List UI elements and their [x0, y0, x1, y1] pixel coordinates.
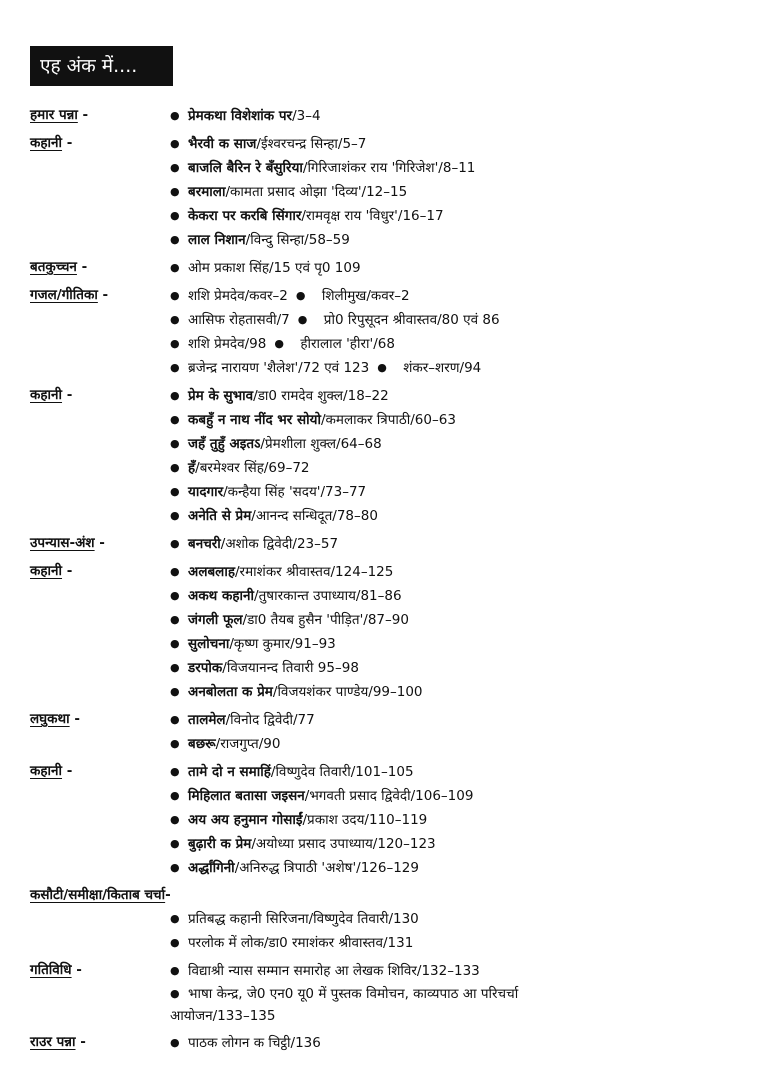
- entry-title: हँ: [188, 460, 196, 476]
- entry-details: पाठक लोगन क चिट्ठी/136: [188, 1035, 321, 1051]
- entry-details: /राजगुप्त/90: [215, 736, 281, 752]
- entry-title: यादगार: [188, 484, 224, 500]
- entry-details: /कामता प्रसाद ओझा 'दिव्य'/12–15: [225, 184, 408, 200]
- entry-details: /विनोद द्विवेदी/77: [225, 712, 315, 728]
- toc-entry: [170, 104, 740, 128]
- section-items: [30, 532, 740, 556]
- entry-title: अय अय हनुमान गोसाईं: [188, 812, 303, 828]
- bullet-icon: ●: [170, 161, 180, 174]
- section-label-text: राउर पन्ना: [30, 1034, 76, 1050]
- toc-entry: [170, 384, 740, 408]
- section-label: [30, 104, 88, 127]
- toc-entry: [170, 432, 740, 456]
- section-items: [30, 907, 740, 955]
- entry-title: कबहुँ न नाथ नींद भर सोयो: [188, 412, 321, 428]
- toc-section: [30, 959, 740, 1027]
- entry-details: शशि प्रेमदेव/98: [188, 336, 267, 352]
- entry-separator: [274, 336, 292, 352]
- section-label: [30, 760, 72, 783]
- bullet-icon: ●: [297, 313, 308, 326]
- section-items: [30, 104, 740, 128]
- entry-title: लाल निशान: [188, 232, 246, 248]
- bullet-icon: ●: [170, 233, 180, 246]
- bullet-icon: ●: [170, 661, 180, 674]
- toc-entry: [170, 656, 740, 680]
- toc-section: [30, 708, 740, 756]
- section-label: [30, 532, 105, 555]
- bullet-icon: ●: [170, 509, 180, 522]
- entry-details: /तुषारकान्त उपाध्याय/81–86: [254, 588, 402, 604]
- section-items: [30, 384, 740, 528]
- section-items: [30, 256, 740, 280]
- toc-entry: [170, 832, 740, 856]
- toc-section: [30, 760, 740, 880]
- entry-title: भैरवी क साज: [188, 136, 257, 152]
- bullet-icon: ●: [170, 861, 180, 874]
- entry-details: /भगवती प्रसाद द्विवेदी/106–109: [304, 788, 474, 804]
- entry-details: /अशोक द्विवेदी/23–57: [220, 536, 339, 552]
- toc-entry: [170, 504, 740, 528]
- entry-details: /कन्हैया सिंह 'सदय'/73–77: [223, 484, 367, 500]
- section-label-text: कहानी: [30, 563, 63, 579]
- entry-title: मिहिलात बतासा जइसन: [188, 788, 305, 804]
- entry-title: जहँ तुहुँ अइतऽ: [188, 436, 261, 452]
- section-label-dash: -: [165, 887, 171, 903]
- entry-separator: [298, 312, 316, 328]
- toc-entry: [170, 732, 740, 756]
- section-items: [30, 284, 740, 380]
- section-items: [30, 760, 740, 880]
- toc-entry: [170, 532, 740, 556]
- bullet-icon: ●: [170, 437, 180, 450]
- entry-details: प्रतिबद्ध कहानी सिरिजना/विष्णुदेव तिवारी/130: [188, 911, 419, 927]
- section-items: [30, 560, 740, 704]
- bullet-icon: ●: [170, 109, 180, 122]
- toc-entry: [170, 907, 740, 931]
- section-label-dash: -: [62, 135, 73, 151]
- toc-section: [30, 1031, 740, 1055]
- toc-entry: [170, 760, 740, 784]
- bullet-icon: ●: [170, 537, 180, 550]
- bullet-icon: ●: [170, 313, 180, 326]
- bullet-icon: ●: [170, 185, 180, 198]
- entry-details: /विष्णुदेव तिवारी/101–105: [270, 764, 414, 780]
- toc-entry: [170, 456, 740, 480]
- section-label: [30, 132, 72, 155]
- toc-entry: [170, 784, 740, 808]
- section-label-dash: -: [62, 563, 73, 579]
- entry-details: /विन्दु सिन्हा/58–59: [245, 232, 350, 248]
- bullet-icon: ●: [170, 261, 180, 274]
- bullet-icon: ●: [170, 964, 180, 977]
- bullet-icon: ●: [170, 485, 180, 498]
- table-of-contents: [30, 104, 740, 1059]
- bullet-icon: ●: [170, 209, 180, 222]
- bullet-icon: ●: [170, 789, 180, 802]
- bullet-icon: ●: [170, 912, 180, 925]
- toc-entry: [170, 228, 740, 252]
- toc-entry: [170, 584, 740, 608]
- entry-details-second: हीरालाल 'हीरा'/68: [300, 336, 395, 352]
- entry-separator: [296, 288, 314, 304]
- section-label-dash: -: [75, 1034, 86, 1050]
- entry-title: तामे दो न समाहिं: [188, 764, 271, 780]
- section-items: [30, 959, 740, 1027]
- issue-heading: एह अंक में....: [30, 46, 173, 86]
- bullet-icon: ●: [170, 389, 180, 402]
- entry-title: जंगली फूल: [188, 612, 243, 628]
- bullet-icon: ●: [170, 737, 180, 750]
- section-label-text: लघुकथा: [30, 711, 70, 727]
- toc-section: [30, 284, 740, 380]
- toc-entry: [170, 356, 740, 380]
- section-label-dash: -: [94, 535, 105, 551]
- toc-entry: [170, 808, 740, 832]
- entry-details: /प्रेमशीला शुक्ल/64–68: [260, 436, 382, 452]
- toc-entry: [170, 856, 740, 880]
- toc-entry: [170, 632, 740, 656]
- entry-details: /कृष्ण कुमार/91–93: [229, 636, 336, 652]
- entry-details: परलोक में लोक/डा0 रमाशंकर श्रीवास्तव/131: [188, 935, 414, 951]
- entry-title: बछरू: [188, 736, 216, 752]
- section-label-text: बतकुच्चन: [30, 259, 77, 275]
- bullet-icon: ●: [170, 765, 180, 778]
- toc-entry: [170, 308, 740, 332]
- toc-entry: [170, 959, 740, 983]
- toc-entry: [170, 256, 740, 280]
- section-label-text: उपन्यास-अंश: [30, 535, 95, 551]
- toc-entry: [170, 931, 740, 955]
- entry-details: /विजयशंकर पाण्डेय/99–100: [272, 684, 423, 700]
- toc-entry: [170, 156, 740, 180]
- section-label: [30, 284, 108, 307]
- entry-title: केकरा पर करबि सिंगार: [188, 208, 302, 224]
- bullet-icon: ●: [170, 589, 180, 602]
- bullet-icon: ●: [170, 987, 180, 1000]
- bullet-icon: ●: [170, 361, 180, 374]
- bullet-icon: ●: [170, 461, 180, 474]
- section-label: [30, 884, 740, 907]
- bullet-icon: ●: [170, 637, 180, 650]
- toc-entry: [170, 408, 740, 432]
- section-label: [30, 560, 72, 583]
- toc-section: [30, 256, 740, 280]
- entry-details: ब्रजेन्द्र नारायण 'शैलेश'/72 एवं 123: [188, 360, 370, 376]
- entry-details: /ईश्वरचन्द्र सिन्हा/5–7: [256, 136, 367, 152]
- section-label-text: कहानी: [30, 135, 63, 151]
- bullet-icon: ●: [377, 361, 387, 374]
- toc-entry: [170, 560, 740, 584]
- section-label-text: हमार पन्ना: [30, 107, 78, 123]
- toc-entry: [170, 284, 740, 308]
- section-label-dash: -: [69, 711, 80, 727]
- entry-details: /गिरिजाशंकर राय 'गिरिजेश'/8–11: [302, 160, 476, 176]
- section-items: [30, 132, 740, 252]
- toc-section: [30, 560, 740, 704]
- entry-details: शशि प्रेमदेव/कवर–2: [188, 288, 288, 304]
- toc-section: [30, 384, 740, 528]
- entry-details: ओम प्रकाश सिंह/15 एवं पृ0 109: [188, 260, 361, 276]
- entry-details: /बरमेश्वर सिंह/69–72: [195, 460, 310, 476]
- section-label: [30, 384, 72, 407]
- entry-details: /प्रकाश उदय/110–119: [302, 812, 428, 828]
- toc-section: [30, 132, 740, 252]
- entry-details: विद्याश्री न्यास सम्मान समारोह आ लेखक शिविर/132–133: [188, 963, 480, 979]
- toc-entry: [170, 680, 740, 704]
- section-label-dash: -: [76, 259, 88, 275]
- entry-title: अनेति से प्रेम: [188, 508, 252, 524]
- entry-details: /3–4: [292, 108, 321, 124]
- bullet-icon: ●: [170, 337, 180, 350]
- toc-entry: [170, 332, 740, 356]
- section-label-text: गतिविधि: [30, 962, 72, 978]
- bullet-icon: ●: [170, 936, 180, 949]
- toc-entry: [170, 1031, 740, 1055]
- section-label: [30, 256, 87, 279]
- toc-entry: [170, 608, 740, 632]
- entry-details: भाषा केन्द्र, जे0 एन0 यू0 में पुस्तक विमोचन, काव्यपाठ आ परिचर्चा आयोजन/133–135: [170, 986, 519, 1024]
- entry-separator: [377, 360, 395, 376]
- toc-entry: [170, 180, 740, 204]
- bullet-icon: ●: [170, 613, 180, 626]
- toc-section: [30, 104, 740, 128]
- entry-title: अकथ कहानी: [188, 588, 255, 604]
- section-label-text: गजल/गीतिका: [30, 287, 98, 303]
- section-gap: [30, 1055, 740, 1059]
- entry-title: डरपोक: [188, 660, 223, 676]
- section-items: [30, 1031, 740, 1055]
- section-label-dash: -: [62, 763, 73, 779]
- toc-section: [30, 532, 740, 556]
- section-label: [30, 959, 82, 982]
- section-label-dash: -: [97, 287, 109, 303]
- entry-details: /कमलाकर त्रिपाठी/60–63: [320, 412, 456, 428]
- bullet-icon: ●: [170, 713, 180, 726]
- entry-details: /आनन्द सन्धिदूत/78–80: [251, 508, 378, 524]
- entry-details: /विजयानन्द तिवारी 95–98: [222, 660, 359, 676]
- entry-details-second: शिलीमुख/कवर–2: [321, 288, 410, 304]
- entry-details: /अनिरुद्ध त्रिपाठी 'अशेष'/126–129: [234, 860, 419, 876]
- entry-title: बुढ़ारी क प्रेम: [188, 836, 252, 852]
- toc-entry: [170, 708, 740, 732]
- bullet-icon: ●: [170, 137, 180, 150]
- bullet-icon: ●: [274, 337, 284, 350]
- entry-details: /डा0 रामदेव शुक्ल/18–22: [253, 388, 389, 404]
- entry-title: प्रेमकथा विशेशांक पर: [188, 108, 293, 124]
- entry-title: बाजलि बैरिन रे बँसुरिया: [188, 160, 303, 176]
- section-items: [30, 708, 740, 756]
- section-label-dash: -: [62, 387, 73, 403]
- toc-entry: [170, 983, 600, 1027]
- entry-title: तालमेल: [188, 712, 226, 728]
- section-label: [30, 1031, 86, 1054]
- section-label-text: कहानी: [30, 387, 63, 403]
- toc-section: [30, 884, 740, 955]
- entry-title: अनबोलता क प्रेम: [188, 684, 273, 700]
- bullet-icon: ●: [170, 685, 180, 698]
- entry-details-second: शंकर–शरण/94: [403, 360, 482, 376]
- entry-details: /अयोध्या प्रसाद उपाध्याय/120–123: [251, 836, 436, 852]
- section-label-text: कसौटी/समीक्षा/किताब चर्चा: [30, 887, 166, 903]
- entry-title: सुलोचना: [188, 636, 230, 652]
- section-label-dash: -: [71, 962, 82, 978]
- section-label-dash: -: [77, 107, 89, 123]
- entry-title: अलबलाह: [188, 564, 235, 580]
- entry-details: /रामवृक्ष राय 'विधुर'/16–17: [301, 208, 444, 224]
- toc-entry: [170, 480, 740, 504]
- bullet-icon: ●: [170, 565, 180, 578]
- entry-title: अर्द्धांगिनी: [188, 860, 235, 876]
- section-label: [30, 708, 80, 731]
- bullet-icon: ●: [170, 1036, 180, 1049]
- entry-title: प्रेम के सुभाव: [188, 388, 254, 404]
- entry-details: आसिफ रोहतासवी/7: [188, 312, 290, 328]
- section-label-text: कहानी: [30, 763, 63, 779]
- toc-entry: [170, 132, 740, 156]
- toc-entry: [170, 204, 740, 228]
- entry-title: बरमाला: [188, 184, 226, 200]
- bullet-icon: ●: [170, 413, 180, 426]
- bullet-icon: ●: [170, 837, 180, 850]
- entry-details-second: प्रो0 रिपुसूदन श्रीवास्तव/80 एवं 86: [323, 312, 500, 328]
- bullet-icon: ●: [170, 289, 180, 302]
- entry-details: /डा0 तैयब हुसैन 'पीड़ित'/87–90: [242, 612, 409, 628]
- entry-details: /रमाशंकर श्रीवास्तव/124–125: [235, 564, 394, 580]
- bullet-icon: ●: [295, 289, 306, 302]
- entry-title: बनचरी: [188, 536, 221, 552]
- bullet-icon: ●: [170, 813, 180, 826]
